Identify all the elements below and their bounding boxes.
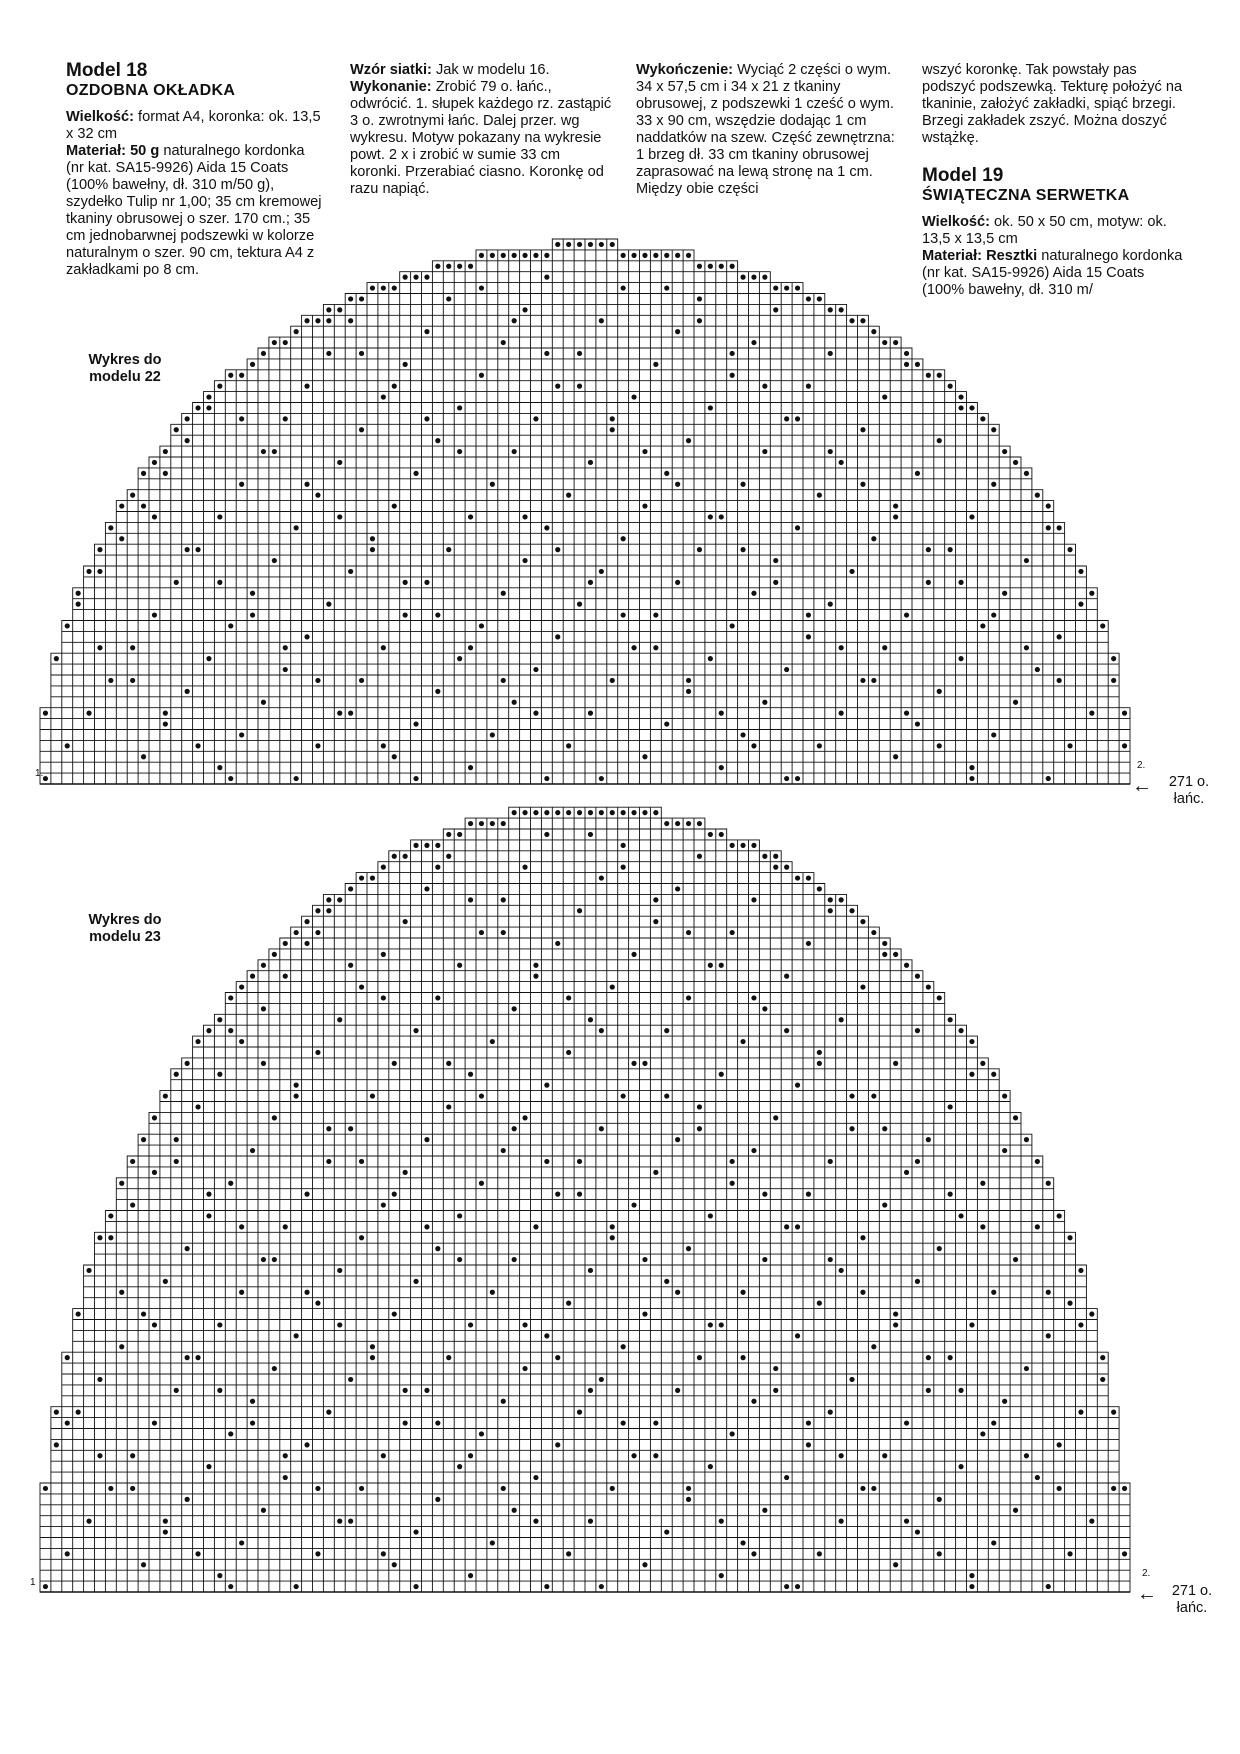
model-18-number: Model 18 xyxy=(66,60,148,81)
model-19-number: Model 19 xyxy=(922,165,1004,186)
model-18-title: OZDOBNA OKŁADKA xyxy=(66,82,236,99)
chart-2-row-start: 1 xyxy=(30,1577,36,1588)
size-text: ok. 50 x 50 cm, motyw: ok. 13,5 x 13,5 cm xyxy=(922,214,1167,247)
chart-1-row-start: 1. xyxy=(35,768,44,779)
chart-2-chain-note: 271 o. łańc. xyxy=(1171,1583,1213,1616)
execution-label: Wykonanie: xyxy=(350,79,432,95)
chart-2-row-end: 2. xyxy=(1142,1568,1151,1579)
model-19-title: ŚWIĄTECZNA SERWETKA xyxy=(922,187,1130,204)
size-label: Wielkość: xyxy=(66,109,134,125)
size-text: format A4, koronka: ok. 13,5 x 32 cm xyxy=(66,109,321,142)
chart-1-row-end: 2. xyxy=(1137,760,1146,771)
chart-2-arrow-icon: ← xyxy=(1137,1583,1157,1605)
finishing-text: Wyciąć 2 części o wym. 34 x 57,5 cm i 34 x 21 z tkaniny obrusowej, z podszewki 1 cześć o wym. 33 x 90 cm, wszędzie dodając 1 cm naddatków na szew. Część zewnętrzna: 1 brzeg dł. 33 cm tkaniny obrusowej zaprasować na lewą stronę na 1 cm. Między obie części xyxy=(636,62,895,197)
material-label: Materiał: Resztki xyxy=(922,248,1038,264)
chart-1-chain-note: 271 o. łańc. xyxy=(1168,774,1210,807)
chart-2-caption: Wykres do modelu 23 xyxy=(88,912,162,945)
material-label: Materiał: 50 g xyxy=(66,143,160,159)
continuation-paragraph: wszyć koronkę. Tak powstały pas podszyć podszewką. Tekturę położyć na tkaninie, założyć zakładki, spiąć brzegi. Brzegi zakładek zszyć. Można doszyć wstążkę. xyxy=(922,62,1183,146)
pattern-text: Jak w modelu 16. xyxy=(431,62,550,78)
material-text: naturalnego kordonka (nr kat. SA15-9926) Aida 15 Coats (100% bawełny, dł. 310 m/50 g), szydełko Tulip nr 1,00; 35 cm kremowej tkaniny obrusowej o szer. 170 cm.; 35 cm jednobarwnej podszewki w kolorze naturalnym o szer. 90 cm, tektura A4 z zakładkami po 8 cm. xyxy=(66,143,322,278)
size-label: Wielkość: xyxy=(922,214,990,230)
material-text: naturalnego kordonka (nr kat. SA15-9926) Aida 15 Coats (100% bawełny, dł. 310 m/ xyxy=(922,248,1183,298)
chart-1-arrow-icon: ← xyxy=(1132,775,1152,797)
execution-text: Zrobić 79 o. łańc., odwrócić. 1. słupek każdego rz. zastąpić 3 o. zwrotnymi łańc. Dalej przer. wg wykresu. Motyw pokazany na wykresie powt. 2 x i zrobić w sumie 33 cm koronki. Przerabiać ciasno. Koronkę od razu napiąć. xyxy=(350,79,612,197)
chart-1-caption: Wykres do modelu 22 xyxy=(88,352,162,385)
pattern-label: Wzór siatki: xyxy=(350,62,432,78)
finishing-label: Wykończenie: xyxy=(636,62,734,78)
